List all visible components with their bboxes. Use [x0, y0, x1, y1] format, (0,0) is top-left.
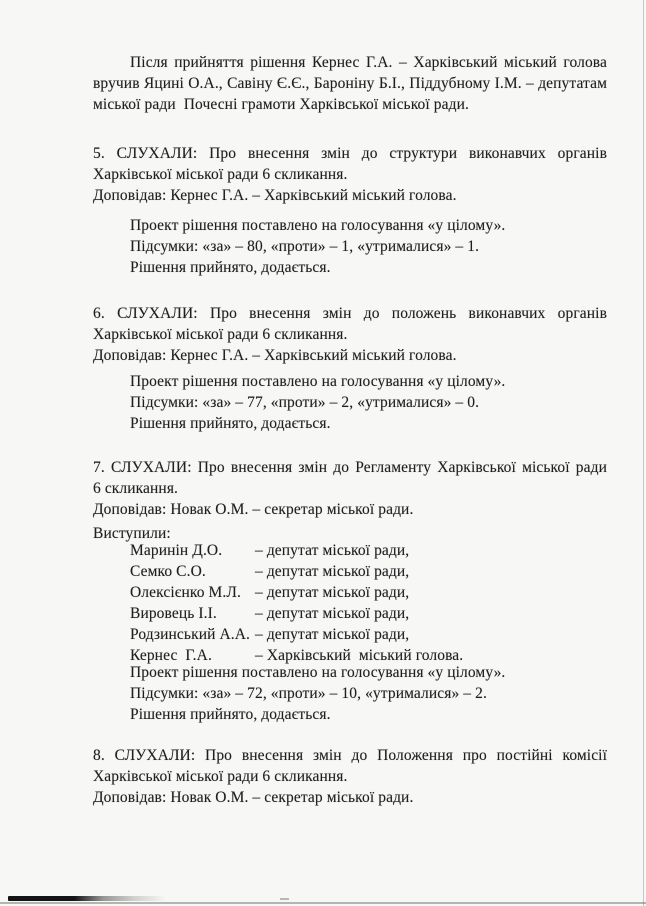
speaker-role: – депутат міської ради, — [255, 542, 410, 559]
scan-artifact-bottom-left-smudge — [8, 896, 166, 901]
item-6-vote-put: Проект рішення поставлено на голосування «у цілому». — [130, 373, 506, 390]
speaker-row — [93, 624, 607, 645]
item-8-reporter: Доповідав: Новак О.М. – секретар міської ради. — [93, 789, 414, 806]
speaker-role: – депутат міської ради, — [255, 563, 410, 580]
item-7-heading-line-2: 6 скликання. — [93, 480, 179, 497]
item-7-vote-decision: Рішення прийнято, додається. — [130, 706, 331, 723]
item-6-reporter: Доповідав: Кернес Г.А. – Харківський міський голова. — [93, 347, 457, 364]
speaker-role: – депутат міської ради, — [255, 626, 410, 643]
item-6-vote-results: Підсумки: «за» – 77, «проти» – 2, «утрималися» – 0. — [130, 394, 480, 411]
agenda-item-8-heading — [93, 745, 607, 808]
item-8-heading-line-2: Харківської міської ради 6 скликання. — [93, 768, 348, 785]
item-6-vote-decision: Рішення прийнято, додається. — [130, 415, 331, 432]
agenda-item-5-heading — [93, 143, 607, 206]
scan-artifact-bottom-dot — [280, 898, 289, 900]
scan-artifact-bottom-edge — [0, 902, 646, 904]
scan-artifact-right-edge-line — [643, 0, 644, 906]
item-5-heading-line-1: 5. СЛУХАЛИ: Про внесення змін до структури виконавчих органів — [93, 145, 607, 162]
item-6-heading-line-2: Харківської міської ради 6 скликання. — [93, 326, 348, 343]
speaker-row — [93, 603, 607, 624]
speaker-name: Кернес Г.А. — [130, 647, 212, 664]
item-7-heading-line-1: 7. СЛУХАЛИ: Про внесення змін до Регламенту Харківської міської ради — [93, 459, 607, 476]
item-7-vote-results: Підсумки: «за» – 72, «проти» – 10, «утрималися» – 2. — [130, 685, 487, 702]
item-5-vote-decision: Рішення прийнято, додається. — [130, 259, 331, 276]
intro-paragraph — [93, 52, 607, 115]
item-5-reporter: Доповідав: Кернес Г.А. – Харківський міський голова. — [93, 187, 457, 204]
agenda-item-7-vote-block — [93, 662, 607, 725]
speaker-name: Маринін Д.О. — [130, 542, 223, 559]
item-6-heading-line-1: 6. СЛУХАЛИ: Про внесення змін до положень виконавчих органів — [93, 305, 607, 322]
speaker-name: Семко С.О. — [130, 563, 206, 580]
agenda-item-6-vote-block — [93, 371, 607, 434]
speaker-name: Олексієнко М.Л. — [130, 584, 241, 601]
item-8-heading-line-1: 8. СЛУХАЛИ: Про внесення змін до Положення про постійні комісії — [93, 747, 607, 764]
item-7-vote-put: Проект рішення поставлено на голосування «у цілому». — [130, 664, 506, 681]
intro-line-3: міської ради Почесні грамоти Харківської міської ради. — [93, 96, 469, 113]
speaker-row — [93, 540, 607, 561]
agenda-item-5-vote-block — [93, 215, 607, 278]
agenda-item-7-heading — [93, 457, 607, 520]
item-7-reporter: Доповідав: Новак О.М. – секретар міської ради. — [93, 501, 414, 518]
speaker-role: – депутат міської ради, — [255, 605, 410, 622]
item-5-heading-line-2: Харківської міської ради 6 скликання. — [93, 166, 348, 183]
intro-line-1: Після прийняття рішення Кернес Г.А. – Харківський міський голова — [130, 54, 607, 71]
speaker-role: – Харківський міський голова. — [255, 647, 464, 664]
agenda-item-6-heading — [93, 303, 607, 366]
speaker-name: Родзинський А.А. — [130, 626, 251, 643]
intro-line-2: вручив Яцині О.А., Савіну Є.Є., Бароніну Б.І., Піддубному І.М. – депутатам — [93, 75, 607, 92]
speaker-row — [93, 582, 607, 603]
speakers-list — [93, 540, 607, 666]
speaker-name: Вировець І.І. — [130, 605, 217, 622]
item-5-vote-results: Підсумки: «за» – 80, «проти» – 1, «утрималися» – 1. — [130, 238, 480, 255]
speaker-row — [93, 561, 607, 582]
speaker-role: – депутат міської ради, — [255, 584, 410, 601]
speakers-label: Виступили: — [93, 525, 171, 542]
item-5-vote-put: Проект рішення поставлено на голосування «у цілому». — [130, 217, 506, 234]
